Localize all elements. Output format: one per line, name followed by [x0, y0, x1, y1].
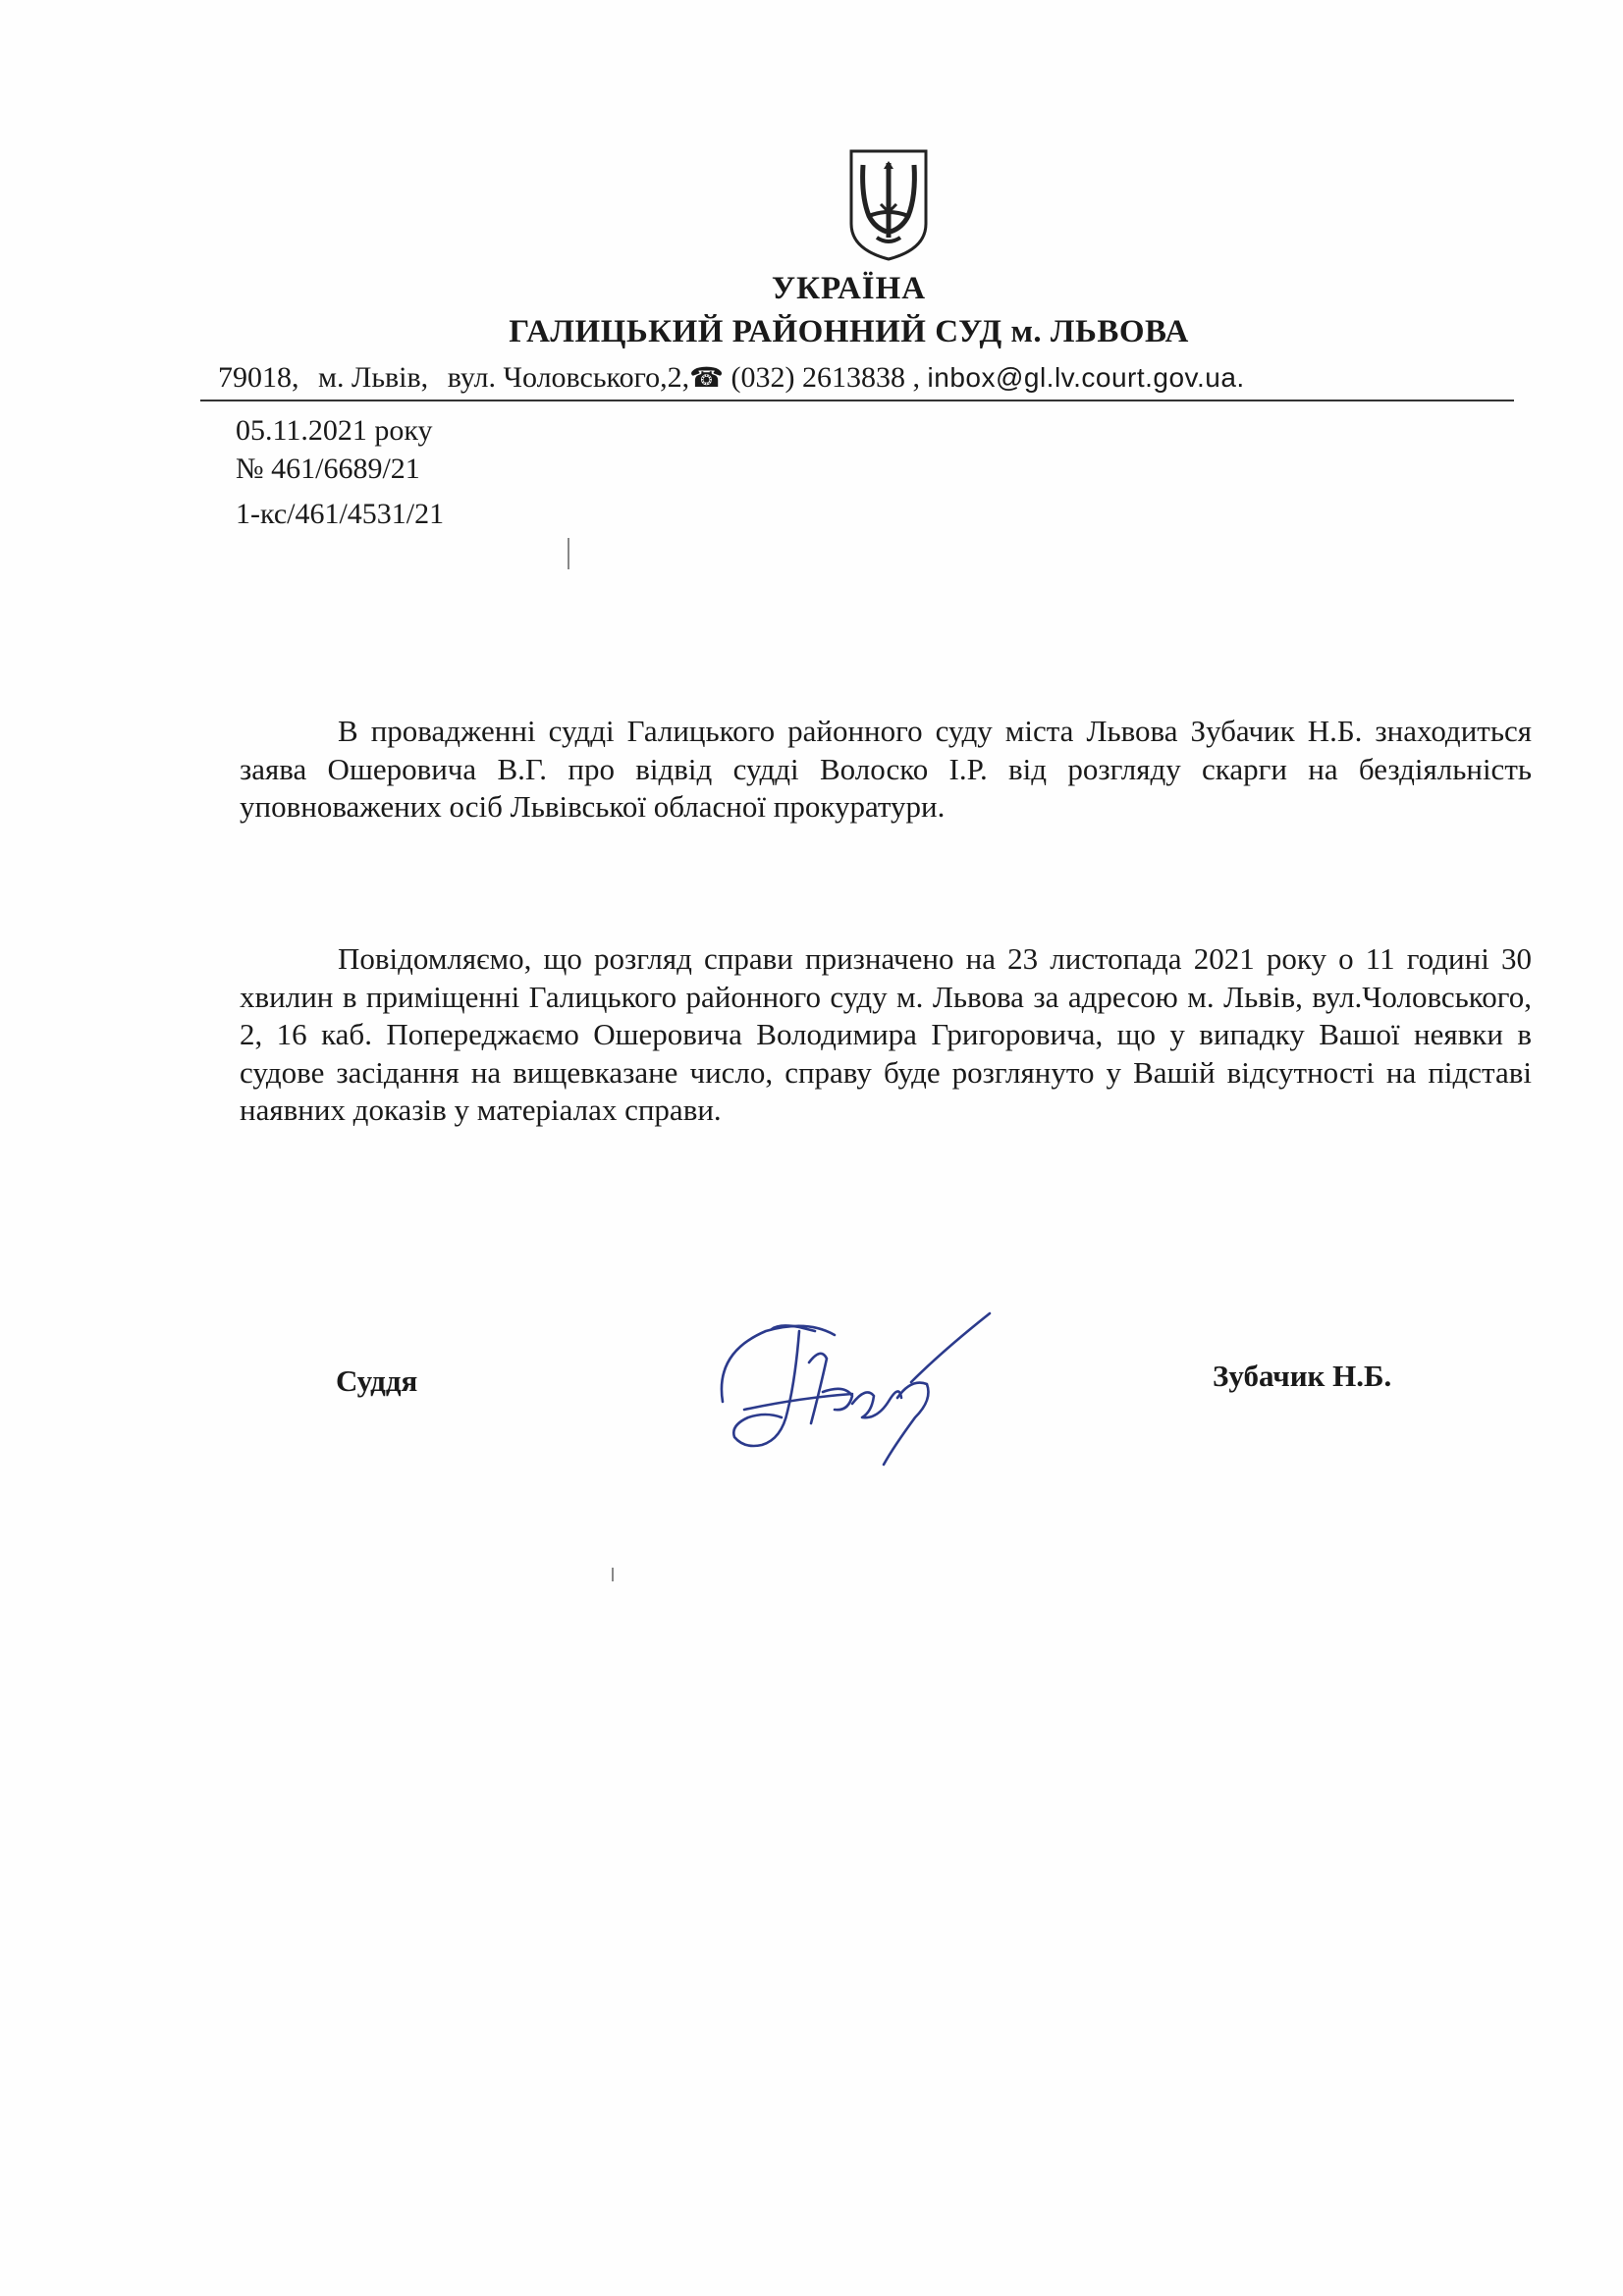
body-paragraph-1: В провадженні судді Галицького районного суду міста Львова Зубачик Н.Б. знаходиться заява Ошеровича В.Г. про відвід судді Волоско І.Р. від розгляду скарги на бездіяльність уповноважених осіб Львівської обласної прокуратури. — [240, 714, 1532, 824]
body-paragraph-2: Повідомляємо, що розгляд справи призначено на 23 листопада 2021 року о 11 годині 30 хвилин в приміщенні Галицького районного суду м. Львова за адресою м. Львів, вул.Чоловського, 2, 16 каб. Попереджаємо Ошеровича Володимира Григоровича, що у випадку Вашої неявки в судове засідання на вищевказане число, справу буде розглянуто у Вашій відсутності на підставі наявних доказів у матеріалах справи. — [240, 941, 1532, 1127]
court-address-line — [218, 361, 1514, 395]
address-postal: 79018, — [218, 361, 299, 394]
letter-number: № 461/6689/21 — [236, 453, 420, 485]
email-address: inbox@gl.lv.court.gov.ua. — [927, 362, 1245, 393]
signature-title: Суддя — [336, 1363, 418, 1398]
ukraine-trident-emblem-icon — [847, 147, 930, 263]
scan-mark — [612, 1568, 614, 1581]
address-city: м. Львів, — [318, 361, 429, 394]
court-heading: ГАЛИЦЬКИЙ РАЙОННИЙ СУД м. ЛЬВОВА — [509, 314, 1189, 349]
letter-date: 05.11.2021 року — [236, 414, 433, 447]
address-street: вул. Чоловського,2, — [447, 361, 690, 394]
header-divider — [200, 400, 1514, 401]
judge-name: Зубачик Н.Б. — [1213, 1359, 1392, 1393]
case-number: 1-кс/461/4531/21 — [236, 498, 445, 530]
country-heading: УКРАЇНА — [771, 271, 927, 306]
phone-number: (032) 2613838 , — [730, 361, 921, 394]
handwritten-signature — [705, 1302, 1019, 1468]
telephone-icon: ☎ — [689, 363, 725, 394]
scan-mark — [568, 538, 569, 569]
